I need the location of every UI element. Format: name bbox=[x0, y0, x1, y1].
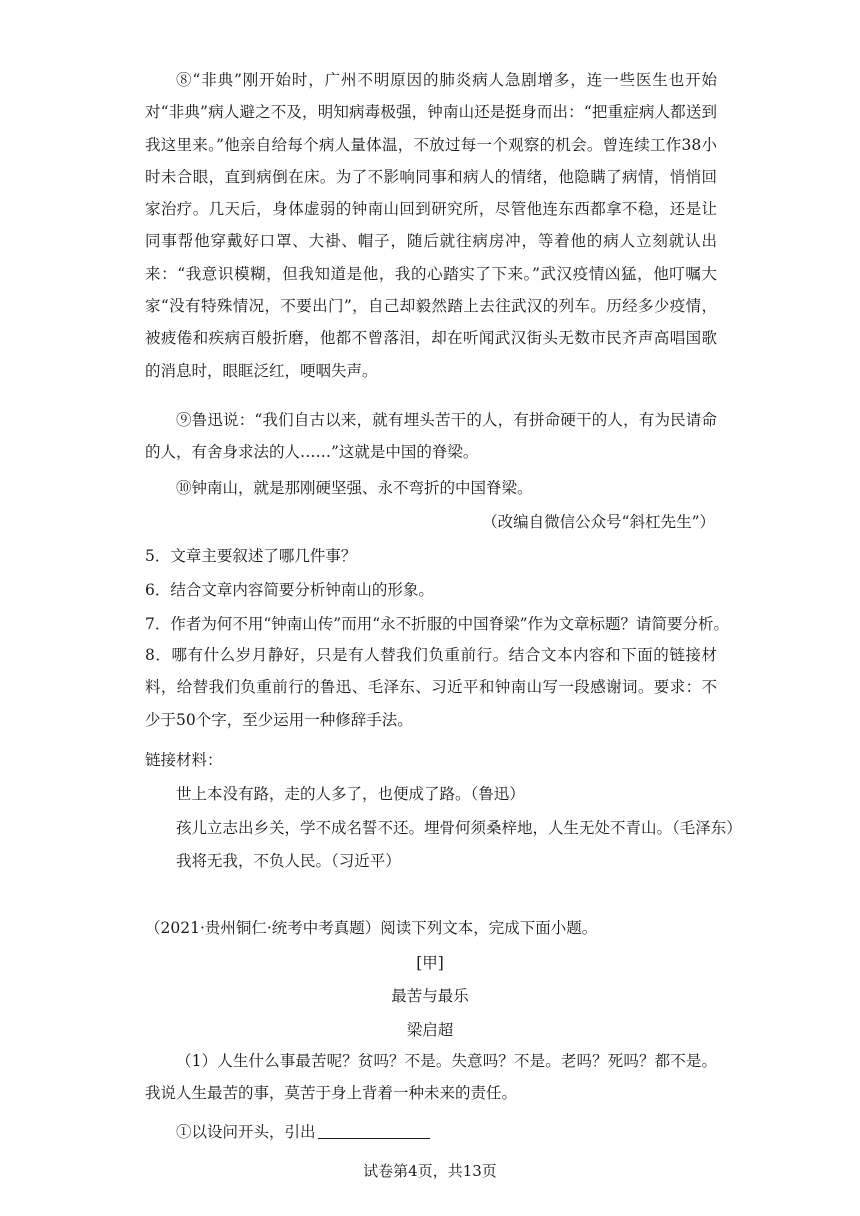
article-paragraph-9: ⑨鲁迅说：“我们自古以来，就有埋头苦干的人，有拼命硬干的人，有为民请命的人，有舍身求法的人……”这就是中国的脊梁。 bbox=[145, 411, 717, 462]
part-label: [甲] bbox=[416, 954, 444, 972]
essay-author: 梁启超 bbox=[406, 1021, 454, 1039]
link-material-item: 我将无我，不负人民。（习近平） bbox=[176, 852, 401, 870]
article-paragraph-10: ⑩钟南山，就是那刚硬坚强、永不弯折的中国脊梁。 bbox=[176, 479, 533, 497]
essay-paragraph-1: （1）人生什么事最苦呢？贫吗？不是。失意吗？不是。老吗？死吗？都不是。我说人生最苦的事，莫苦于身上背着一种未来的责任。 bbox=[145, 1052, 717, 1103]
essay-title: 最苦与最乐 bbox=[391, 987, 469, 1005]
page-footer: 试卷第4页，共13页 bbox=[363, 1162, 497, 1180]
article-paragraph-8: ⑧“非典”刚开始时，广州不明原因的肺炎病人急剧增多，连一些医生也开始对“非典”病人避之不及，明知病毒极强，钟南山还是挺身而出：“把重症病人都送到我这里来。”他亲自给每个病人量体温，不放过每一个观察的机会。曾连续工作38小时未合眼，直到病倒在床。为了不影响同事和病人的情绪，他隐瞒了病情，悄悄回家治疗。几天后，身体虚弱的钟南山回到研究所，尽管他连东西都拿不稳，还是让同事帮他穿戴好口罩、大褂、帽子，随后就往病房冲，等着他的病人立刻就认出来：“我意识模糊，但我知道是他，我的心踏实了下来。”武汉疫情凶猛，他叮嘱大家“没有特殊情况，不要出门”，自己却毅然踏上去往武汉的列车。历经多少疫情，被疲倦和疾病百般折磨，他都不曾落泪，却在听闻武汉街头无数市民齐声高唱国歌的消息时，眼眶泛红，哽咽失声。 bbox=[145, 71, 717, 380]
section-intro: （2021·贵州铜仁·统考中考真题）阅读下列文本，完成下面小题。 bbox=[145, 919, 598, 937]
article-source: （改编自微信公众号“斜杠先生”） bbox=[482, 513, 715, 531]
question-8: 8．哪有什么岁月静好，只是有人替我们负重前行。结合文本内容和下面的链接材料，给替我们负重前行的鲁迅、毛泽东、习近平和钟南山写一段感谢词。要求：不少于50个字，至少运用一种修辞手法。 bbox=[145, 646, 717, 729]
answer-blank[interactable] bbox=[318, 1122, 430, 1139]
fill-in-prompt: ①以设问开头，引出 bbox=[176, 1123, 316, 1141]
question-5: 5．文章主要叙述了哪几件事？ bbox=[145, 547, 357, 565]
question-6: 6．结合文章内容简要分析钟南山的形象。 bbox=[145, 581, 434, 599]
fill-in-question bbox=[176, 1122, 430, 1142]
link-material-item: 世上本没有路，走的人多了，也便成了路。（鲁迅） bbox=[176, 785, 525, 803]
question-7: 7．作者为何不用“钟南山传”而用“永不折服的中国脊梁”作为文章标题？请简要分析。 bbox=[145, 615, 730, 633]
link-material-label: 链接材料： bbox=[145, 751, 223, 769]
link-material-item: 孩儿立志出乡关，学不成名誓不还。埋骨何须桑梓地，人生无处不青山。（毛泽东） bbox=[176, 819, 742, 837]
